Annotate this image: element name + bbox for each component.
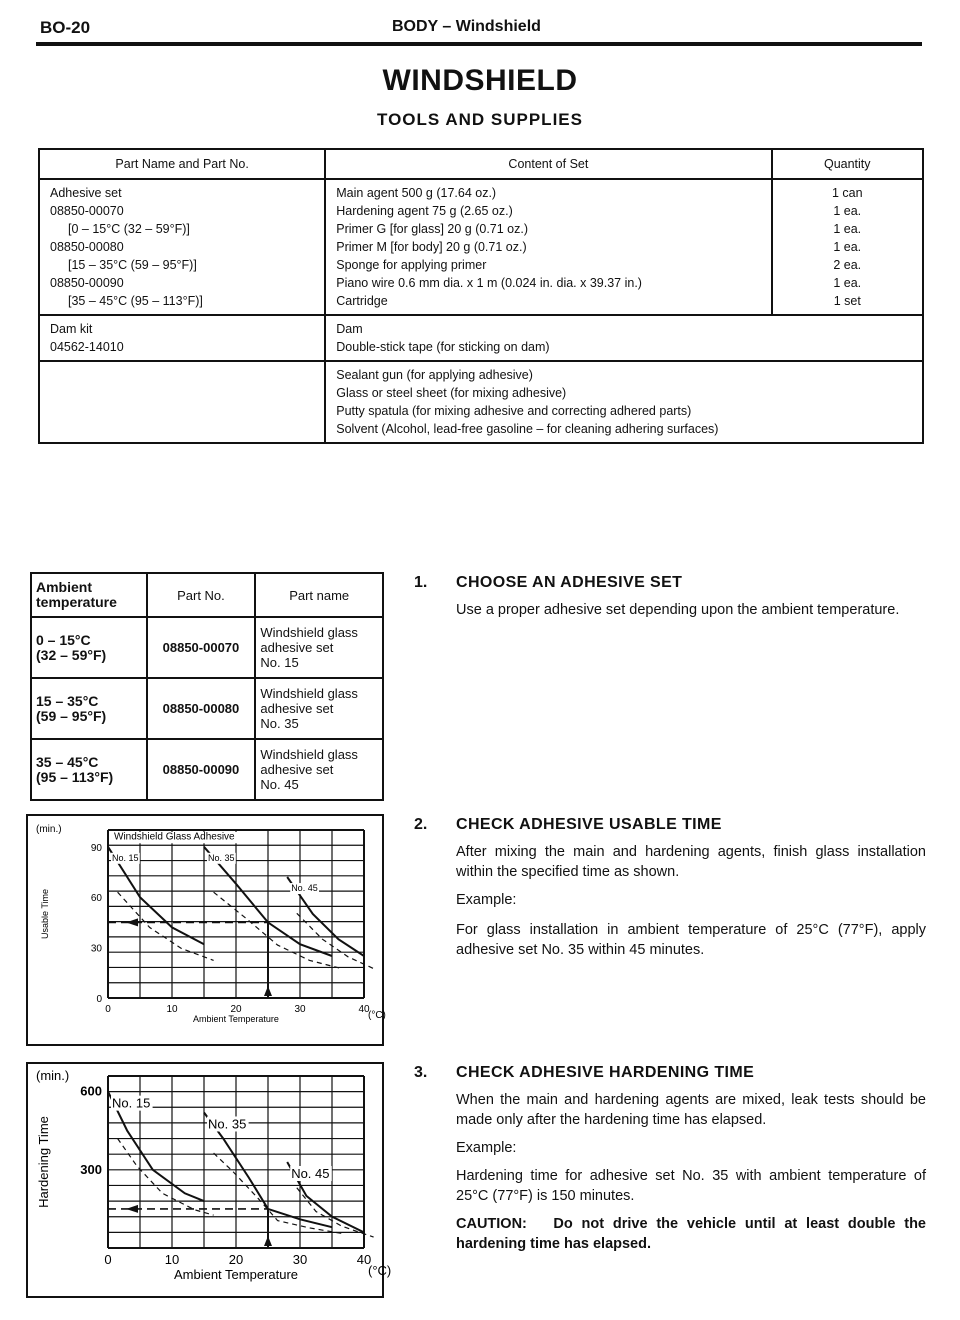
part-name-cell: Windshield glass adhesive set No. 35 [255, 678, 383, 739]
dam-part-cell: Dam kit 04562-14010 [39, 315, 325, 361]
part-no-cell: 08850-00070 [147, 617, 256, 678]
col-header-part-no: Part No. [147, 573, 256, 617]
part-name-cell: Windshield glass adhesive set No. 45 [255, 739, 383, 800]
misc-part-cell [39, 361, 325, 443]
caution-paragraph [456, 1214, 926, 1254]
step-heading: CHOOSE AN ADHESIVE SET [456, 574, 683, 591]
series-label: No. 15 [112, 1095, 151, 1111]
part-name-cell: Windshield glass adhesive set No. 15 [255, 617, 383, 678]
table-row [39, 315, 923, 361]
y-axis-label: Usable Time [40, 888, 50, 940]
part-no-cell: 08850-00080 [147, 678, 256, 739]
step-heading: CHECK ADHESIVE USABLE TIME [456, 816, 722, 833]
x-axis-label: Ambient Temperature [193, 1014, 279, 1024]
x-tick-label: 20 [230, 1004, 242, 1015]
step-paragraph: Example: [456, 892, 517, 908]
y-unit-label: (min.) [36, 1068, 70, 1083]
section-title: BODY – Windshield [392, 18, 541, 35]
step-3 [414, 1064, 924, 1284]
x-tick-label: 0 [105, 1004, 111, 1015]
y-tick-label: 90 [90, 842, 102, 854]
x-tick-label: 20 [228, 1252, 244, 1267]
x-tick-label: 30 [294, 1004, 306, 1015]
col-header-part-name: Part name [255, 573, 383, 617]
step-paragraph: Hardening time for adhesive set No. 35 with ambient temperature of 25°C (77°F) is 150 minutes. [456, 1168, 926, 1204]
y-tick-label: 30 [90, 943, 102, 955]
step-paragraph: After mixing the main and hardening agents, finish glass installation within the specified time as shown. [456, 844, 926, 880]
x-unit-label: (°C) [368, 1010, 386, 1021]
hardening-time-chart-svg [28, 1064, 392, 1296]
y-axis-label: Hardening Time [36, 1116, 51, 1208]
step-paragraph: For glass installation in ambient temperature of 25°C (77°F), apply adhesive set No. 35 within 45 minutes. [456, 922, 926, 958]
tools-table [38, 148, 924, 444]
step-paragraph: When the main and hardening agents are mixed, leak tests should be made only after the hardening time has elapsed. [456, 1092, 926, 1128]
series-tolerance-line [118, 1139, 214, 1216]
x-tick-label: 0 [104, 1252, 112, 1267]
y-tick-label: 300 [80, 1161, 102, 1177]
series-tolerance-line [297, 1188, 374, 1237]
dam-content-cell: Dam Double-stick tape (for sticking on dam) [325, 315, 923, 361]
adhesive-content-cell: Main agent 500 g (17.64 oz.) Hardening agent 75 g (2.65 oz.) Primer G [for glass] 20 g (0.71 oz.) Primer M [for body] 20 g (0.71 oz.) Sponge for applying primer Piano wire 0.6 mm dia. x 1 m (0.024 in. dia. x 39.37 in.) Cartridge [325, 179, 771, 315]
x-tick-label: 30 [292, 1252, 308, 1267]
table-row [31, 678, 383, 739]
step-number: 2. [414, 816, 428, 833]
ambient-table [30, 572, 384, 801]
series-label: No. 45 [291, 1166, 330, 1181]
step-heading: CHECK ADHESIVE HARDENING TIME [456, 1064, 755, 1081]
example-arrow-up [264, 1236, 272, 1246]
page-title: WINDSHIELD [382, 64, 578, 97]
x-tick-label: 10 [164, 1252, 180, 1267]
page-subtitle: TOOLS AND SUPPLIES [377, 110, 583, 129]
col-header-quantity: Quantity [772, 149, 923, 179]
x-tick-label: 40 [356, 1252, 372, 1267]
y-tick-label: 600 [80, 1083, 102, 1099]
temp-cell: 35 – 45°C (95 – 113°F) [31, 739, 147, 800]
step-1 [414, 574, 924, 664]
step-paragraph: Example: [456, 1140, 517, 1156]
table-row [39, 179, 923, 315]
adhesive-qty-cell: 1 can 1 ea. 1 ea. 1 ea. 2 ea. 1 ea. 1 set [772, 179, 923, 315]
temp-cell: 0 – 15°C (32 – 59°F) [31, 617, 147, 678]
step-2 [414, 816, 924, 986]
header-rule [36, 42, 922, 46]
x-axis-label: Ambient Temperature [173, 1267, 299, 1282]
temp-cell: 15 – 35°C (59 – 95°F) [31, 678, 147, 739]
series-label: No. 45 [291, 883, 318, 894]
example-arrow-left [126, 918, 138, 926]
adhesive-part-cell: Adhesive set 08850-00070 [0 – 15°C (32 – 59°F)] 08850-00080 [15 – 35°C (59 – 95°F)] 08850-00090 [35 – 45°C (95 – 113°F)] [39, 179, 325, 315]
y-tick-label: 0 [96, 994, 102, 1005]
misc-content-cell: Sealant gun (for applying adhesive) Glass or steel sheet (for mixing adhesive) Putty spatula (for mixing adhesive and correcting adhered parts) Solvent (Alcohol, lead-free gasoline – for cleaning adhering surfaces) [325, 361, 923, 443]
step-number: 1. [414, 574, 428, 591]
page-number: BO-20 [40, 18, 91, 37]
table-row [31, 739, 383, 800]
chart-title: Windshield Glass Adhesive [114, 831, 235, 843]
series-label: No. 35 [208, 852, 235, 863]
col-header-ambient: Ambient temperature [31, 573, 147, 617]
caution-text: Do not drive the vehicle until at least double the hardening time has elapsed. [456, 1216, 926, 1252]
step-number: 3. [414, 1064, 428, 1081]
example-arrow-left [126, 1205, 138, 1213]
col-header-part: Part Name and Part No. [39, 149, 325, 179]
hardening-time-chart [26, 1062, 392, 1298]
usable-time-chart-svg [28, 816, 386, 1044]
series-tolerance-line [118, 892, 214, 960]
step-paragraph: Use a proper adhesive set depending upon the ambient temperature. [456, 602, 900, 618]
series-label: No. 35 [208, 1116, 247, 1132]
series-tolerance-line [214, 892, 342, 968]
table-row [39, 361, 923, 443]
col-header-content: Content of Set [325, 149, 771, 179]
usable-time-chart [26, 814, 384, 1046]
example-arrow-up [264, 986, 272, 996]
y-tick-label: 60 [90, 893, 102, 905]
x-tick-label: 10 [166, 1004, 178, 1015]
x-tick-label: 40 [358, 1004, 370, 1015]
x-unit-label: (°C) [368, 1263, 392, 1278]
y-unit-label: (min.) [36, 824, 62, 835]
part-no-cell: 08850-00090 [147, 739, 256, 800]
caution-label: CAUTION: [456, 1216, 527, 1232]
series-label: No. 15 [112, 852, 139, 863]
table-row [31, 617, 383, 678]
